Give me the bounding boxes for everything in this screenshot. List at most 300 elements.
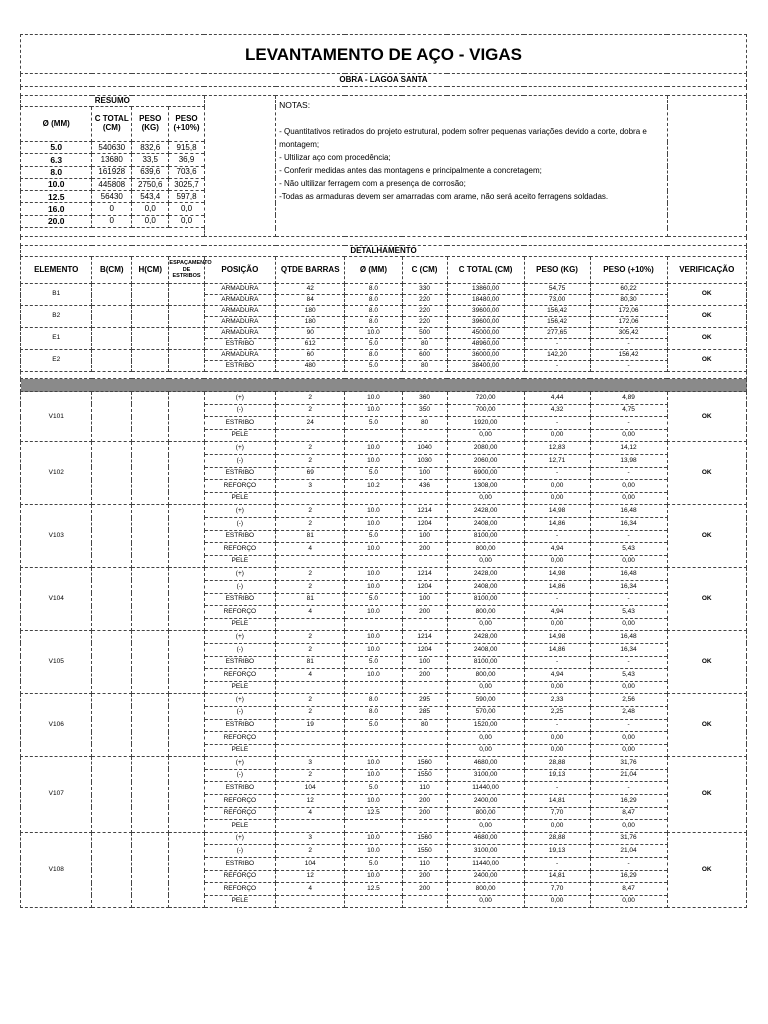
diameter-cell: 8.0	[345, 350, 402, 361]
c-total-cell: 48960,00	[447, 339, 524, 350]
verification-status: OK	[667, 757, 746, 833]
posicao-cell: (+)	[204, 442, 275, 455]
posicao-cell: (-)	[204, 845, 275, 858]
verification-status: OK	[667, 284, 746, 306]
table-row	[21, 328, 747, 339]
posicao-cell: REFORÇO	[204, 870, 275, 883]
qtde-cell: 2	[276, 442, 345, 455]
peso-cell: -	[524, 782, 590, 795]
peso-10-cell: 16,48	[590, 568, 667, 581]
qtde-cell: 12	[276, 795, 345, 808]
qtde-cell: 2	[276, 518, 345, 531]
c-total-cell: 18480,00	[447, 295, 524, 306]
c-cell: 200	[402, 543, 447, 556]
peso-cell: 7,70	[524, 883, 590, 896]
qtde-cell: 2	[276, 706, 345, 719]
diameter-cell	[345, 732, 402, 745]
c-cell: 100	[402, 593, 447, 606]
diameter-cell	[345, 820, 402, 833]
c-total-cell: 13860,00	[447, 284, 524, 295]
posicao-cell: (+)	[204, 832, 275, 845]
posicao-cell: (+)	[204, 392, 275, 405]
peso-cell: -	[524, 719, 590, 732]
espacamento-cell	[169, 505, 204, 568]
header-verificacao: VERIFICAÇÃO	[667, 257, 746, 284]
qtde-cell: 2	[276, 631, 345, 644]
peso-cell: 14,86	[524, 518, 590, 531]
peso-10-cell: -	[590, 719, 667, 732]
b-cell	[92, 284, 132, 306]
c-cell	[402, 895, 447, 908]
espacamento-cell	[169, 328, 204, 350]
diameter-cell: 8.0	[345, 295, 402, 306]
peso-10-cell: 21,04	[590, 769, 667, 782]
qtde-cell: 4	[276, 543, 345, 556]
spacer-row	[21, 372, 747, 379]
posicao-cell: PELE	[204, 820, 275, 833]
posicao-cell: PELE	[204, 744, 275, 757]
c-cell: 1204	[402, 643, 447, 656]
peso-cell: 0,00	[524, 480, 590, 493]
c-cell: 295	[402, 694, 447, 707]
page-title: LEVANTAMENTO DE AÇO - VIGAS	[21, 35, 747, 74]
h-cell	[132, 284, 169, 306]
posicao-cell: ESTRIBO	[204, 858, 275, 871]
qtde-cell: 2	[276, 580, 345, 593]
diameter-cell: 10.2	[345, 480, 402, 493]
gray-separator	[21, 379, 747, 392]
diameter-cell	[345, 429, 402, 442]
diameter-cell: 5.0	[345, 339, 402, 350]
diameter-cell: 10.0	[345, 832, 402, 845]
peso-cell: 14,98	[524, 568, 590, 581]
c-total-cell: 38400,00	[447, 361, 524, 372]
diameter-cell: 10.0	[345, 631, 402, 644]
peso-cell: 0,00	[524, 732, 590, 745]
resumo-label: RESUMO	[21, 96, 205, 107]
c-cell: 80	[402, 361, 447, 372]
diameter-cell: 10.0	[345, 669, 402, 682]
c-total-cell: 45000,00	[447, 328, 524, 339]
c-total-cell: 11440,00	[447, 858, 524, 871]
peso-10-cell: 16,34	[590, 518, 667, 531]
peso-10-cell: 2,48	[590, 706, 667, 719]
c-cell	[402, 744, 447, 757]
qtde-cell: 104	[276, 782, 345, 795]
peso-10-cell: 0,00	[590, 820, 667, 833]
c-cell	[402, 732, 447, 745]
qtde-cell	[276, 820, 345, 833]
peso-10-cell: 2,56	[590, 694, 667, 707]
c-cell: 110	[402, 782, 447, 795]
peso-10-cell: 0,00	[590, 492, 667, 505]
espacamento-cell	[169, 694, 204, 757]
b-cell	[92, 328, 132, 350]
espacamento-cell	[169, 306, 204, 328]
posicao-cell: (-)	[204, 404, 275, 417]
qtde-cell	[276, 732, 345, 745]
resumo-cell: 10.0	[21, 178, 92, 190]
c-cell	[402, 555, 447, 568]
c-cell: 1040	[402, 442, 447, 455]
h-cell	[132, 568, 169, 631]
c-total-cell: 2408,00	[447, 518, 524, 531]
c-cell: 200	[402, 870, 447, 883]
diameter-cell: 5.0	[345, 782, 402, 795]
resumo-header-diameter: Ø (MM)	[21, 107, 92, 142]
c-total-cell: 800,00	[447, 807, 524, 820]
verification-status: OK	[667, 306, 746, 328]
peso-10-cell: 21,04	[590, 845, 667, 858]
c-total-cell: 0,00	[447, 618, 524, 631]
peso-10-cell: 31,76	[590, 832, 667, 845]
qtde-cell: 2	[276, 404, 345, 417]
c-cell: 360	[402, 392, 447, 405]
verification-status: OK	[667, 505, 746, 568]
resumo-cell: 0,0	[132, 203, 169, 215]
peso-10-cell: -	[590, 782, 667, 795]
peso-10-cell: 80,30	[590, 295, 667, 306]
resumo-cell: 56430	[92, 191, 132, 203]
peso-10-cell: 13,98	[590, 455, 667, 468]
qtde-cell: 4	[276, 883, 345, 896]
peso-10-cell: 0,00	[590, 732, 667, 745]
resumo-cell: 20.0	[21, 215, 92, 227]
c-total-cell: 2408,00	[447, 643, 524, 656]
peso-10-cell: 172,06	[590, 317, 667, 328]
qtde-cell	[276, 555, 345, 568]
espacamento-cell	[169, 350, 204, 372]
espacamento-cell	[169, 832, 204, 908]
peso-10-cell: 0,00	[590, 895, 667, 908]
diameter-cell	[345, 895, 402, 908]
c-total-cell: 700,00	[447, 404, 524, 417]
c-cell: 1214	[402, 631, 447, 644]
element-name: V108	[21, 832, 92, 908]
c-total-cell: 0,00	[447, 732, 524, 745]
c-total-cell: 800,00	[447, 669, 524, 682]
note-line: - Conferir medidas antes das montagens e principalmente a concretagem;	[279, 166, 542, 175]
qtde-cell: 2	[276, 643, 345, 656]
c-cell: 100	[402, 530, 447, 543]
c-cell: 110	[402, 858, 447, 871]
qtde-cell: 2	[276, 505, 345, 518]
peso-cell: -	[524, 656, 590, 669]
resumo-cell: 0,0	[169, 215, 204, 227]
qtde-cell: 60	[276, 350, 345, 361]
diameter-cell: 8.0	[345, 284, 402, 295]
table-row	[21, 568, 747, 581]
c-cell	[402, 492, 447, 505]
h-cell	[132, 306, 169, 328]
c-total-cell: 570,00	[447, 706, 524, 719]
peso-cell: 0,00	[524, 681, 590, 694]
peso-10-cell: 305,42	[590, 328, 667, 339]
resumo-cell: 445808	[92, 178, 132, 190]
posicao-cell: (-)	[204, 518, 275, 531]
resumo-cell: 0	[92, 203, 132, 215]
c-cell: 285	[402, 706, 447, 719]
qtde-cell: 104	[276, 858, 345, 871]
resumo-cell: 0,0	[169, 203, 204, 215]
diameter-cell: 10.0	[345, 543, 402, 556]
c-total-cell: 590,00	[447, 694, 524, 707]
c-total-cell: 11440,00	[447, 782, 524, 795]
c-cell: 100	[402, 656, 447, 669]
peso-10-cell: 0,00	[590, 744, 667, 757]
peso-10-cell: 156,42	[590, 350, 667, 361]
posicao-cell: ESTRIBO	[204, 361, 275, 372]
resumo-cell: 540630	[92, 142, 132, 154]
b-cell	[92, 832, 132, 908]
obra-label: OBRA - LAGOA SANTA	[21, 74, 747, 87]
c-total-cell: 0,00	[447, 744, 524, 757]
diameter-cell: 5.0	[345, 417, 402, 430]
c-cell: 330	[402, 284, 447, 295]
c-total-cell: 2060,00	[447, 455, 524, 468]
table-row	[21, 631, 747, 644]
diameter-cell: 10.0	[345, 568, 402, 581]
peso-10-cell: -	[590, 417, 667, 430]
notes-gap-cell	[667, 96, 746, 237]
diameter-cell	[345, 618, 402, 631]
resumo-cell: 0,0	[132, 215, 169, 227]
element-name: B2	[21, 306, 92, 328]
posicao-cell: REFORÇO	[204, 732, 275, 745]
peso-10-cell: 16,29	[590, 795, 667, 808]
c-cell: 200	[402, 795, 447, 808]
qtde-cell: 4	[276, 669, 345, 682]
qtde-cell	[276, 681, 345, 694]
c-total-cell: 8100,00	[447, 593, 524, 606]
qtde-cell: 2	[276, 694, 345, 707]
c-total-cell: 8100,00	[447, 530, 524, 543]
peso-cell: 142,20	[524, 350, 590, 361]
element-name: E1	[21, 328, 92, 350]
c-cell: 200	[402, 669, 447, 682]
c-cell: 350	[402, 404, 447, 417]
posicao-cell: ESTRIBO	[204, 656, 275, 669]
peso-cell: 0,00	[524, 618, 590, 631]
posicao-cell: ESTRIBO	[204, 719, 275, 732]
c-total-cell: 2400,00	[447, 795, 524, 808]
peso-cell: 0,00	[524, 820, 590, 833]
c-cell: 80	[402, 719, 447, 732]
diameter-cell: 10.0	[345, 845, 402, 858]
peso-10-cell: 5,43	[590, 669, 667, 682]
posicao-cell: ESTRIBO	[204, 467, 275, 480]
table-row	[21, 505, 747, 518]
c-total-cell: 4680,00	[447, 757, 524, 770]
b-cell	[92, 694, 132, 757]
peso-cell: -	[524, 339, 590, 350]
peso-cell: 19,13	[524, 845, 590, 858]
peso-10-cell: 0,00	[590, 681, 667, 694]
posicao-cell: (-)	[204, 643, 275, 656]
resumo-cell: 33,5	[132, 154, 169, 166]
c-total-cell: 2408,00	[447, 580, 524, 593]
c-cell	[402, 820, 447, 833]
element-name: V106	[21, 694, 92, 757]
c-total-cell: 0,00	[447, 429, 524, 442]
c-total-cell: 720,00	[447, 392, 524, 405]
diameter-cell: 10.0	[345, 392, 402, 405]
peso-cell: 156,42	[524, 317, 590, 328]
espacamento-cell	[169, 284, 204, 306]
resumo-header-peso-10: PESO (+10%)	[169, 107, 204, 142]
peso-10-cell: 8,47	[590, 807, 667, 820]
diameter-cell	[345, 492, 402, 505]
verification-status: OK	[667, 568, 746, 631]
c-cell: 1214	[402, 568, 447, 581]
peso-10-cell: -	[590, 361, 667, 372]
posicao-cell: ESTRIBO	[204, 593, 275, 606]
posicao-cell: (+)	[204, 694, 275, 707]
peso-10-cell: 5,43	[590, 543, 667, 556]
qtde-cell: 180	[276, 306, 345, 317]
diameter-cell	[345, 681, 402, 694]
espacamento-cell	[169, 442, 204, 505]
header-c-total: C TOTAL (CM)	[447, 257, 524, 284]
table-row	[21, 757, 747, 770]
c-cell: 436	[402, 480, 447, 493]
resumo-cell: 16.0	[21, 203, 92, 215]
element-name: V101	[21, 392, 92, 442]
diameter-cell: 5.0	[345, 656, 402, 669]
c-cell: 200	[402, 606, 447, 619]
diameter-cell: 10.0	[345, 442, 402, 455]
peso-cell: 28,88	[524, 832, 590, 845]
header-b: B(CM)	[92, 257, 132, 284]
qtde-cell	[276, 618, 345, 631]
verification-status: OK	[667, 631, 746, 694]
peso-cell: 14,98	[524, 505, 590, 518]
h-cell	[132, 832, 169, 908]
c-cell: 100	[402, 467, 447, 480]
resumo-cell: 161928	[92, 166, 132, 178]
peso-cell: 4,94	[524, 543, 590, 556]
table-row	[21, 832, 747, 845]
qtde-cell: 12	[276, 870, 345, 883]
qtde-cell: 42	[276, 284, 345, 295]
qtde-cell: 180	[276, 317, 345, 328]
posicao-cell: ARMADURA	[204, 284, 275, 295]
posicao-cell: ARMADURA	[204, 306, 275, 317]
peso-10-cell: 4,89	[590, 392, 667, 405]
verification-status: OK	[667, 694, 746, 757]
peso-cell: 14,98	[524, 631, 590, 644]
qtde-cell	[276, 429, 345, 442]
posicao-cell: ESTRIBO	[204, 417, 275, 430]
posicao-cell: PELE	[204, 492, 275, 505]
element-name: V103	[21, 505, 92, 568]
resumo-cell: 2750,6	[132, 178, 169, 190]
c-total-cell: 2428,00	[447, 568, 524, 581]
diameter-cell: 5.0	[345, 593, 402, 606]
peso-cell: 0,00	[524, 492, 590, 505]
c-total-cell: 3100,00	[447, 845, 524, 858]
h-cell	[132, 392, 169, 442]
resumo-cell: 543,4	[132, 191, 169, 203]
header-h: H(CM)	[132, 257, 169, 284]
qtde-cell: 2	[276, 568, 345, 581]
c-cell: 200	[402, 883, 447, 896]
c-cell: 220	[402, 306, 447, 317]
qtde-cell: 3	[276, 480, 345, 493]
c-total-cell: 2400,00	[447, 870, 524, 883]
b-cell	[92, 392, 132, 442]
c-cell: 1550	[402, 845, 447, 858]
c-total-cell: 3100,00	[447, 769, 524, 782]
b-cell	[92, 568, 132, 631]
c-cell: 1204	[402, 518, 447, 531]
resumo-cell: 12.5	[21, 191, 92, 203]
qtde-cell: 69	[276, 467, 345, 480]
qtde-cell: 480	[276, 361, 345, 372]
diameter-cell: 12.5	[345, 883, 402, 896]
resumo-cell: 3025,7	[169, 178, 204, 190]
c-total-cell: 2428,00	[447, 505, 524, 518]
qtde-cell	[276, 744, 345, 757]
c-total-cell: 800,00	[447, 883, 524, 896]
peso-10-cell: 14,12	[590, 442, 667, 455]
header-diameter: Ø (MM)	[345, 257, 402, 284]
diameter-cell: 12.5	[345, 807, 402, 820]
peso-10-cell: 31,76	[590, 757, 667, 770]
b-cell	[92, 350, 132, 372]
posicao-cell: PELE	[204, 618, 275, 631]
qtde-cell: 4	[276, 807, 345, 820]
peso-10-cell: 4,75	[590, 404, 667, 417]
resumo-cell: 915,8	[169, 142, 204, 154]
diameter-cell: 10.0	[345, 505, 402, 518]
posicao-cell: PELE	[204, 429, 275, 442]
diameter-cell: 10.0	[345, 328, 402, 339]
diameter-cell: 5.0	[345, 361, 402, 372]
resumo-cell: 597,8	[169, 191, 204, 203]
diameter-cell: 10.0	[345, 580, 402, 593]
element-name: V105	[21, 631, 92, 694]
peso-cell: -	[524, 593, 590, 606]
peso-10-cell: -	[590, 858, 667, 871]
peso-cell: 7,70	[524, 807, 590, 820]
c-cell: 1550	[402, 769, 447, 782]
c-total-cell: 6900,00	[447, 467, 524, 480]
spreadsheet	[20, 34, 747, 908]
resumo-cell: 639,6	[132, 166, 169, 178]
peso-cell: 4,44	[524, 392, 590, 405]
h-cell	[132, 631, 169, 694]
verification-status: OK	[667, 328, 746, 350]
diameter-cell: 8.0	[345, 706, 402, 719]
h-cell	[132, 328, 169, 350]
c-total-cell: 1520,00	[447, 719, 524, 732]
peso-cell: 14,81	[524, 795, 590, 808]
diameter-cell: 10.0	[345, 455, 402, 468]
c-total-cell: 39600,00	[447, 306, 524, 317]
verification-status: OK	[667, 350, 746, 372]
espacamento-cell	[169, 631, 204, 694]
diameter-cell: 10.0	[345, 518, 402, 531]
qtde-cell: 2	[276, 769, 345, 782]
diameter-cell: 5.0	[345, 719, 402, 732]
peso-cell: 0,00	[524, 429, 590, 442]
c-total-cell: 39600,00	[447, 317, 524, 328]
peso-10-cell: 172,06	[590, 306, 667, 317]
steel-survey-table	[20, 34, 747, 908]
resumo-cell: 13680	[92, 154, 132, 166]
posicao-cell: REFORÇO	[204, 795, 275, 808]
